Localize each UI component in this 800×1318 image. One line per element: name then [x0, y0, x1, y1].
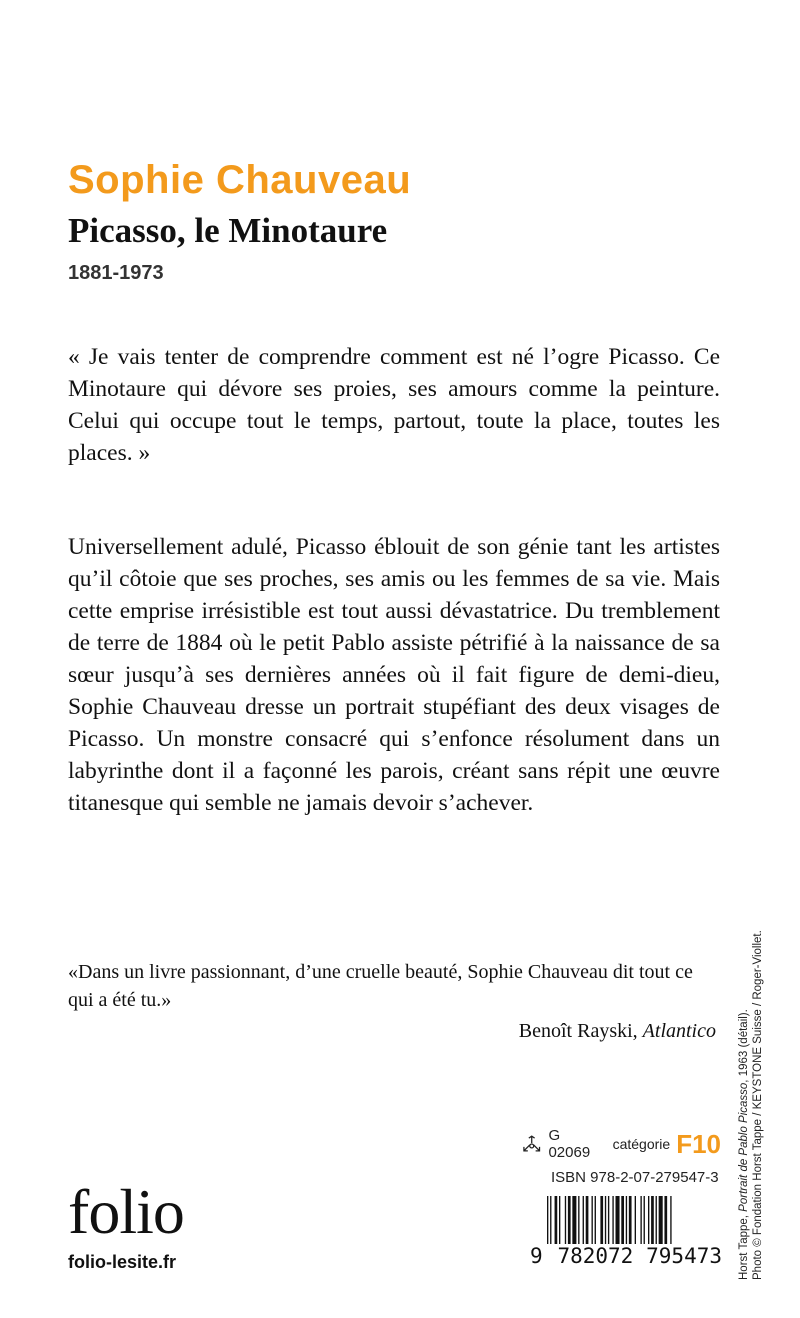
author-name: Sophie Chauveau — [68, 158, 412, 202]
credit-line-1: Horst Tappe, Portrait de Pablo Picasso, 1963 (détail). — [738, 1009, 750, 1280]
life-years: 1881-1973 — [68, 262, 164, 284]
folio-logo: folio — [68, 1176, 184, 1247]
catalog-code: G 02069 — [548, 1127, 591, 1161]
catalog-line — [521, 1126, 721, 1162]
recycling-icon — [521, 1134, 542, 1154]
barcode-group-1: 782072 — [557, 1244, 634, 1268]
barcode-digits — [530, 1244, 722, 1268]
book-title: Picasso, le Minotaure — [68, 211, 388, 250]
review-attribution — [519, 1020, 716, 1043]
summary-paragraph: Universellement adulé, Picasso éblouit de son génie tant les artistes qu’il côtoie que ses proches, ses amis ou les femmes de sa vie. Mais cette emprise irrésistible est tout aussi dévastatrice. Du tremblement de terre de 1884 où le petit Pablo assiste pétrifié à la naissance de sa sœur jusqu’à ses dernières années où il fait figure de demi-dieu, Sophie Chauveau dresse un portrait stupéfiant des deux visages de Picasso. Un monstre consacré qui s’enfonce résolument dans un labyrinthe dont il a façonné les parois, créant sans répit une œuvre titanesque qui semble ne jamais devoir s’achever. — [68, 534, 720, 816]
credit-line-2: Photo © Fondation Horst Tappe / KEYSTONE Suisse / Roger-Viollet. — [752, 930, 764, 1280]
photo-credit — [737, 930, 765, 1280]
category-label: catégorie — [612, 1136, 671, 1152]
category-value: F10 — [676, 1128, 721, 1159]
review-quote: «Dans un livre passionnant, d’une cruelle beauté, Sophie Chauveau dit tout ce qui a été tu.» — [68, 961, 693, 1011]
barcode-first-digit: 9 — [530, 1244, 543, 1268]
reviewer-name: Benoît Rayski, — [518, 1020, 638, 1042]
barcode-group-2: 795473 — [646, 1244, 722, 1268]
review-publication: Atlantico — [642, 1020, 716, 1042]
isbn: ISBN 978-2-07-279547-3 — [551, 1169, 719, 1186]
opening-quote: « Je vais tenter de comprendre comment est né l’ogre Picasso. Ce Minotaure qui dévore ses proies, ses amours comme la peinture. Celui qui occupe tout le temps, partout, toute la place, toutes les places. » — [68, 344, 720, 466]
publisher-website: folio-lesite.fr — [68, 1252, 177, 1272]
